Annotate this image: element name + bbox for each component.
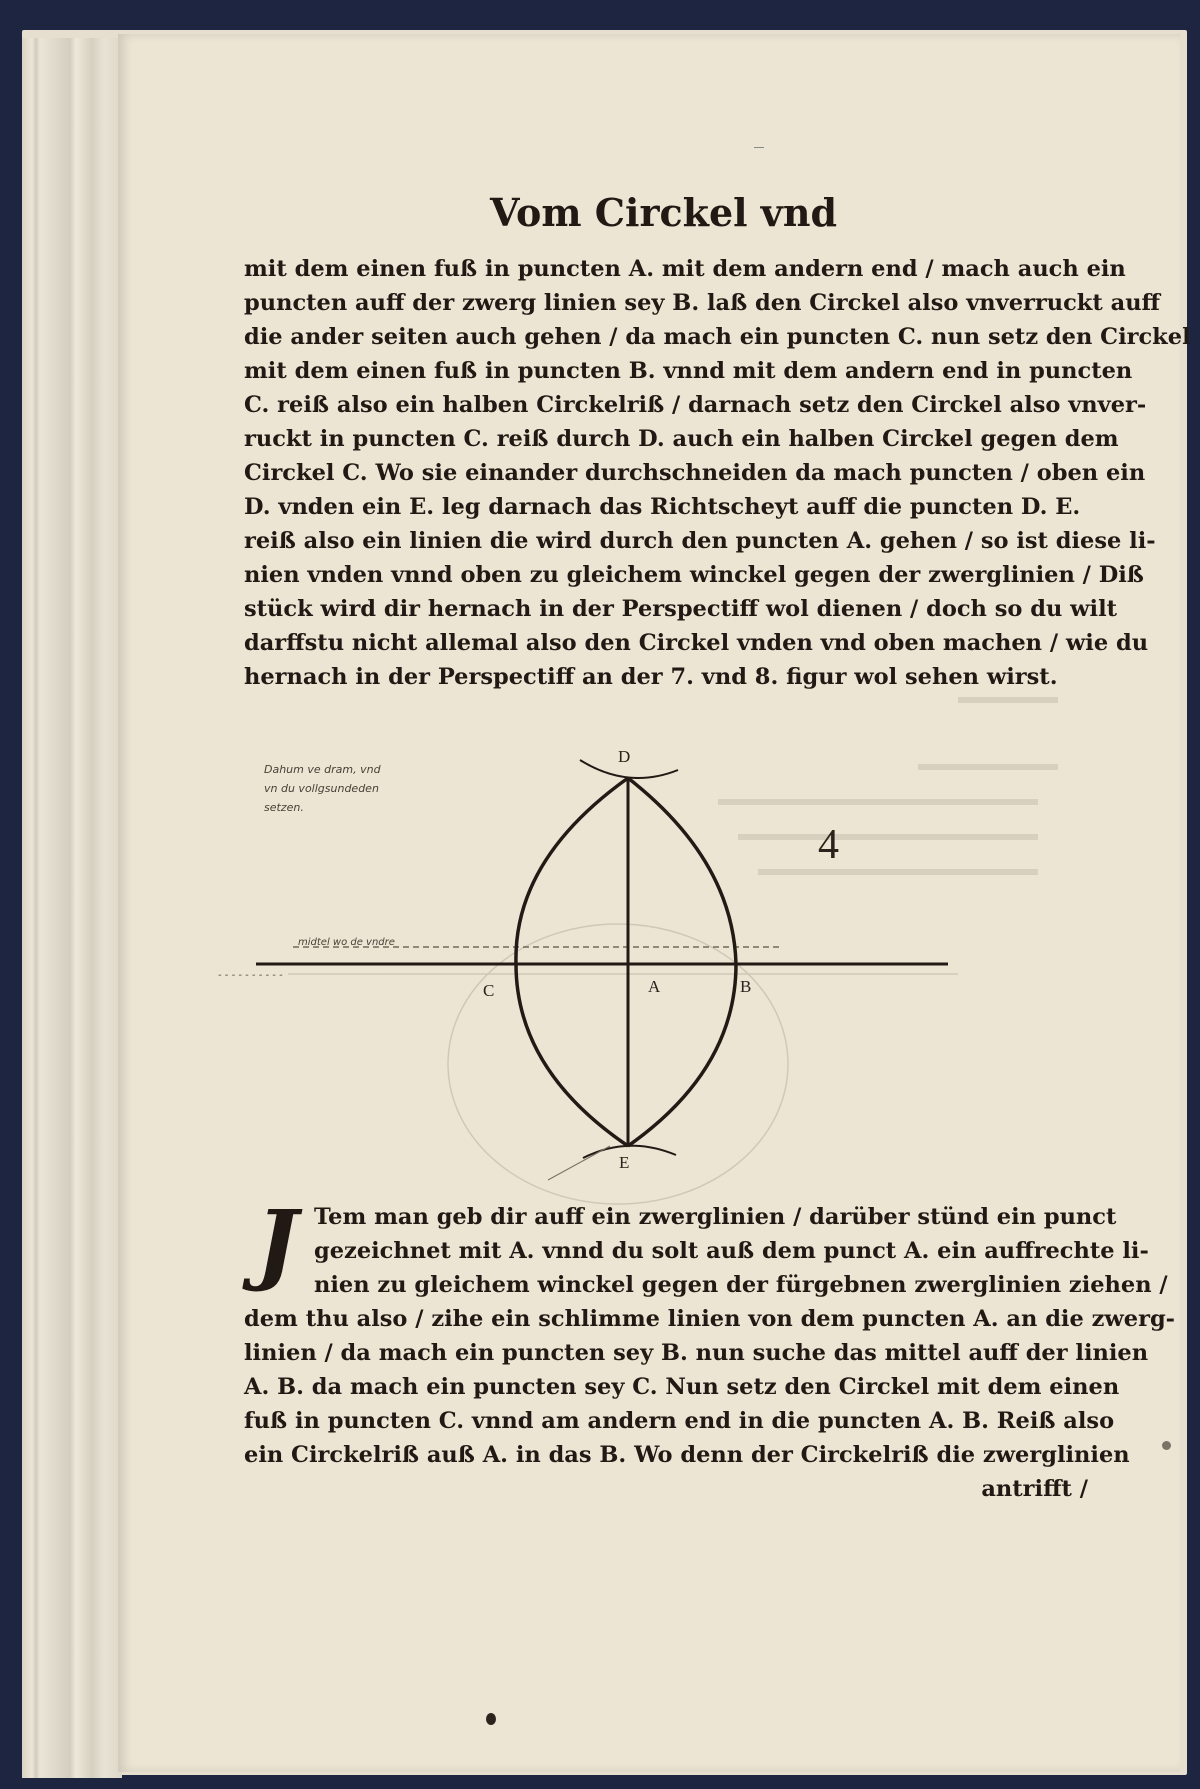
label-b: B xyxy=(740,977,752,996)
text-line: fuß in puncten C. vnnd am andern end in die puncten A. B. Reiß also xyxy=(244,1408,1115,1434)
text-line: mit dem einen fuß in puncten B. vnnd mit dem andern end in puncten xyxy=(244,358,1133,384)
page-dash xyxy=(754,147,764,148)
text-line: nien vnden vnnd oben zu gleichem winckel gegen der zwerglinien / Diß xyxy=(244,562,1144,588)
label-e: E xyxy=(619,1153,630,1172)
text-line: reiß also ein linien die wird durch den puncten A. gehen / so ist diese li- xyxy=(244,528,1156,554)
ink-dot xyxy=(486,1713,496,1725)
text-line: antrifft / xyxy=(981,1476,1088,1502)
paragraph-1 xyxy=(244,252,1191,694)
left-arc xyxy=(516,778,628,1146)
text-line: A. B. da mach ein puncten sey C. Nun setz den Circkel mit dem einen xyxy=(244,1374,1120,1400)
text-line: ruckt in puncten C. reiß durch D. auch ein halben Circkel gegen dem xyxy=(244,426,1119,452)
paragraph-2 xyxy=(244,1190,1176,1506)
figure-number: 4 xyxy=(818,822,839,868)
text-line: Tem man geb dir auff ein zwerglinien / darüber stünd ein punct xyxy=(314,1204,1117,1230)
text-line: gezeichnet mit A. vnnd du solt auß dem punct A. ein auffrechte li- xyxy=(314,1238,1149,1264)
line-note-bottom: - - - - - - - - - - xyxy=(218,970,283,981)
label-d: D xyxy=(618,747,631,766)
text-line: Circkel C. Wo sie einander durchschneiden da mach puncten / oben ein xyxy=(244,460,1146,486)
text-line: hernach in der Perspectiff an der 7. vnd 8. figur wol sehen wirst. xyxy=(244,664,1058,690)
text-line: nien zu gleichem winckel gegen der fürgebnen zwerglinien ziehen / xyxy=(314,1272,1168,1298)
text-line: darffstu nicht allemal also den Circkel vnden vnd oben machen / wie du xyxy=(244,630,1149,656)
text-line: stück wird dir hernach in der Perspectiff wol dienen / doch so du wilt xyxy=(244,596,1118,622)
text-line: C. reiß also ein halben Circkelriß / darnach setz den Circkel also vnver- xyxy=(244,392,1147,418)
text-line: puncten auff der zwerg linien sey B. laß den Circkel also vnverruckt auff xyxy=(244,290,1161,316)
label-c: C xyxy=(483,981,495,1000)
note-line: setzen. xyxy=(264,801,304,814)
line-note-top: midtel wo de vndre xyxy=(298,937,395,948)
binding-dot xyxy=(1162,1441,1171,1450)
running-heading: Vom Circkel vnd xyxy=(490,190,838,235)
text-line: mit dem einen fuß in puncten A. mit dem andern end / mach auch ein xyxy=(244,256,1126,282)
initial-letter: J xyxy=(256,1190,298,1294)
page-edges xyxy=(22,38,122,1778)
margin-note xyxy=(264,760,524,817)
note-line: Dahum ve dram, vnd xyxy=(264,763,381,776)
right-arc xyxy=(628,778,736,1146)
text-line: ein Circkelriß auß A. in das B. Wo denn der Circkelriß die zwerglinien xyxy=(244,1442,1130,1468)
text-line: die ander seiten auch gehen / da mach ein puncten C. nun setz den Circkel xyxy=(244,324,1191,350)
text-line: dem thu also / zihe ein schlimme linien von dem puncten A. an die zwerg- xyxy=(244,1306,1176,1332)
text-line: D. vnden ein E. leg darnach das Richtscheyt auff die puncten D. E. xyxy=(244,494,1081,520)
label-a: A xyxy=(648,977,661,996)
text-line: linien / da mach ein puncten sey B. nun suche das mittel auff der linien xyxy=(244,1340,1149,1366)
note-line: vn du vollgsundeden xyxy=(264,782,379,795)
